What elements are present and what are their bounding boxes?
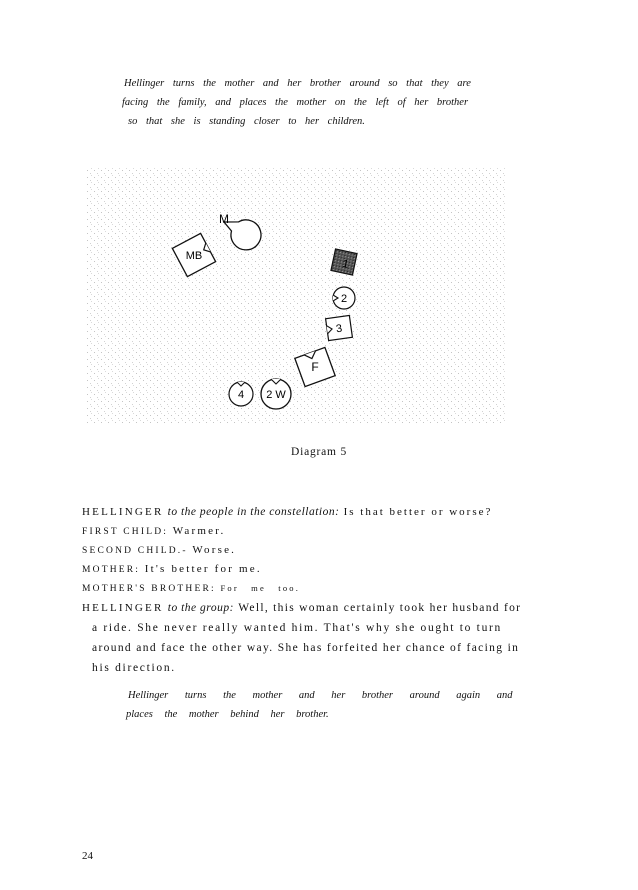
dialogue-line xyxy=(82,560,522,579)
closing-line: Hellinger turns the mother and her brother around again and xyxy=(128,690,513,701)
diagram-figure xyxy=(86,168,506,423)
dialogue-line xyxy=(82,502,522,522)
stage-direction: to the group: xyxy=(167,602,234,614)
dialogue-line xyxy=(82,598,522,618)
dialogue-text: Warmer. xyxy=(172,525,226,537)
intro-line: Hellinger turns the mother and her brother around so that they are xyxy=(124,78,471,89)
dialogue-line xyxy=(82,541,522,560)
speaker: MOTHER'S BROTHER: xyxy=(82,584,216,594)
stage-direction: to the people in the constellation: xyxy=(167,506,340,518)
figure-label: 3 xyxy=(335,322,344,336)
figure-label: 2 W xyxy=(266,389,286,401)
figure-label: F xyxy=(311,360,319,374)
figure-second-child xyxy=(333,287,355,309)
dialogue-line: his direction. xyxy=(92,662,176,674)
intro-line: facing the family, and places the mother on the left of her brother xyxy=(122,97,469,108)
figure-label: MB xyxy=(185,250,203,262)
dialogue-text: For me too. xyxy=(220,583,301,593)
figure-label: 1 xyxy=(341,257,350,271)
dialogue-line xyxy=(82,522,522,541)
closing-paragraph xyxy=(128,686,513,724)
closing-line: places the mother behind her brother. xyxy=(126,709,329,720)
diagram-caption: Diagram 5 xyxy=(290,446,348,458)
dialogue-text: Is that better or worse? xyxy=(343,506,493,518)
speaker: FIRST CHILD: xyxy=(82,527,169,537)
page-number: 24 xyxy=(82,850,93,862)
dialogue-line: a ride. She never really wanted him. That's why she ought to turn xyxy=(92,622,503,634)
figure-fourth-child xyxy=(229,382,253,406)
speaker: MOTHER: xyxy=(82,565,141,575)
dialogue-text: Worse. xyxy=(192,544,237,556)
figure-first-child xyxy=(331,249,357,275)
speaker: HELLINGER xyxy=(82,602,164,614)
speaker: SECOND CHILD.- xyxy=(82,546,188,556)
constellation-diagram xyxy=(86,168,506,423)
dialogue-line: around and face the other way. She has forfeited her chance of facing in xyxy=(92,642,520,654)
figure-label: 2 xyxy=(340,293,348,305)
dialogue xyxy=(82,502,522,678)
figure-label: 4 xyxy=(237,389,245,401)
intro-line: so that she is standing closer to her children. xyxy=(128,116,365,127)
diagram-background xyxy=(86,168,506,423)
speaker: HELLINGER xyxy=(82,506,164,518)
figure-label: M xyxy=(219,212,229,226)
dialogue-text: Well, this woman certainly took her husband for xyxy=(238,602,522,614)
figure-third-child xyxy=(326,315,353,340)
dialogue-text: It's better for me. xyxy=(144,563,262,575)
dialogue-line xyxy=(82,579,522,598)
intro-paragraph xyxy=(124,74,471,131)
figure-second-wife xyxy=(261,379,291,409)
